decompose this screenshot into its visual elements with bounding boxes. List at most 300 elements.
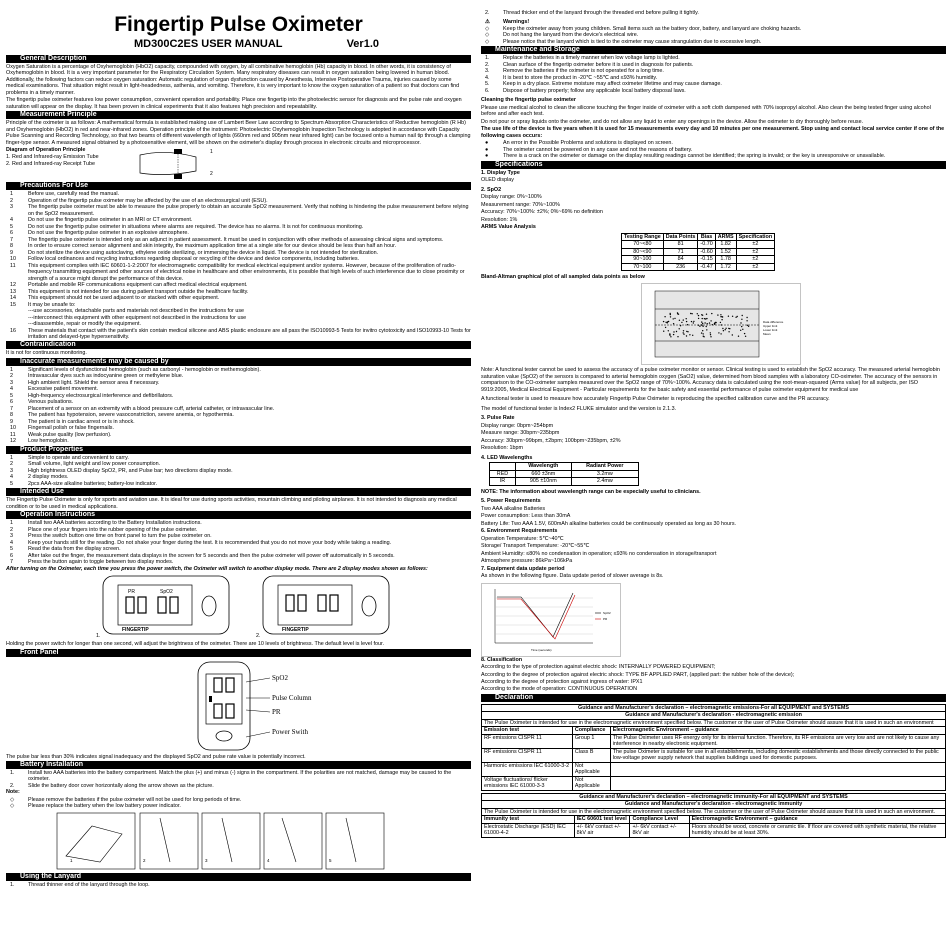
tester-model-note: The model of functional tester is Index2 FLUKE simulator and the version is 2.1.3. <box>481 405 677 412</box>
ba-point <box>712 324 713 325</box>
ba-point <box>691 321 692 322</box>
arms-row-cell: -0.47 <box>698 263 715 270</box>
maintenance-item: 3. Remove the batteries if the oximeter is not operated for a long time. <box>485 68 664 75</box>
battery-list <box>6 770 471 789</box>
immunity-header-cell: Immunity test <box>482 816 575 823</box>
operation-step: 1 Install two AAA batteries according to the Battery Installation instructions. <box>10 520 202 527</box>
precautions-list <box>6 191 471 340</box>
inaccurate-list <box>6 367 471 445</box>
operation-step: 2 Place one of your fingers into the rubber opening of the pulse oximeter. <box>10 526 198 533</box>
section-inaccurate: Inaccurate measurements may be caused by <box>6 358 471 366</box>
left-column <box>6 0 471 888</box>
inaccurate-item: 2 Intravascular dyes such as indocyanine green or methylene blue. <box>10 373 184 380</box>
ba-point <box>745 336 746 337</box>
led-note: NOTE: The information about wavelength range can be especially useful to clinicians. <box>481 488 701 495</box>
ba-point <box>668 331 669 332</box>
bullet-icon: ● <box>485 153 489 160</box>
led-row <box>490 478 639 485</box>
section-precautions: Precautions For Use <box>6 182 471 190</box>
spec-power-lines <box>481 506 946 527</box>
lanyard-warning: ◇ Please notice that the lanyard which is tied to the oximeter may cause strangulation due to excessive length. <box>485 38 762 45</box>
ba-point <box>706 326 707 327</box>
class-line: According to the type of protection against electric shock: INTERNALLY POWERED EQUIPMENT; <box>481 664 716 671</box>
ba-point <box>741 319 742 320</box>
ba-point <box>667 322 668 323</box>
immunity-row-cell: +/- 6kV contact +/- 8kV air <box>630 823 689 837</box>
front-label-spo2: SpO2 <box>272 673 288 682</box>
emission-subtitle: Guidance and Manufacturer's declaration - electromagnetic emission <box>482 712 946 719</box>
battery-step: 2. Slide the battery door cover horizontally along the arrow shown as the picture. <box>10 782 214 789</box>
cleaning-title: Cleaning the fingertip pulse oximeter <box>481 97 576 104</box>
immunity-row-cell: +/- 6kV contact +/- 8kV air <box>574 823 630 837</box>
ba-point <box>728 328 729 329</box>
ba-point <box>683 333 684 334</box>
spec-spo2-lines <box>481 194 946 223</box>
use-life-text: The use life of the device is five years when it is used for 15 measurements every day and 10 minutes per one measurement. Stop using and contact local service center if one of the following cases occurs: <box>481 126 945 139</box>
emission-row-cell: Voltage fluctuations/ flicker emissions IEC 61000-3-3 <box>482 776 573 790</box>
operation-step: 3 Press the switch button one time on front panel to turn the pulse oximeter on. <box>10 533 212 540</box>
arms-row-cell: 70~<80 <box>622 241 664 248</box>
arms-row-cell: 1.52 <box>715 248 736 255</box>
immunity-row-cell: Floors should be wood, concrete or ceramic tile. If floor are covered with synthetic material, the relative humidity should be at least 30%. <box>689 823 945 837</box>
pr-line: Display range: 0bpm~254bpm <box>481 422 554 429</box>
ba-point <box>728 332 729 333</box>
ba-point <box>707 323 708 324</box>
ba-legend-upper: Upper limit <box>763 324 778 329</box>
ba-point <box>701 315 702 316</box>
arms-row-cell: 70~100 <box>622 263 664 270</box>
emission-row <box>482 776 946 790</box>
ba-point <box>725 329 726 330</box>
ba-point <box>747 325 748 326</box>
section-front-panel: Front Panel <box>6 649 471 657</box>
ba-point <box>690 313 691 314</box>
section-contraindication: Contraindication <box>6 341 471 349</box>
accuracy-note: Note: A functional tester cannot be used to assess the accuracy of a pulse oximeter monitor or sensor. Clinical testing is used to establish the SpO2 accuracy. The measured arterial hemoglobin saturation value (SpO2) of the sensors is compared to arterial hemoglobin oxygen (SaO2) value, determined from blood samples with a laboratory CO-oximeter. The accuracy of the sensors in comparison to the CO-oximeter samples measured over the SpO2 range of 70%~100%. Accuracy data is calculated using the root-mean-squared (Arms value) for all subjects, per ISO 9919:2005, Medical Electrical Equipment - Particular requirements for the basic safety and essential performance of pulse oximeter equipment for medical use <box>481 367 940 393</box>
ba-point <box>740 330 741 331</box>
arms-header-cell: Testing Range <box>622 233 664 240</box>
service-case: ● An error in the Possible Problems and solutions is displayed on screen. <box>481 140 946 146</box>
section-maintenance: Maintenance and Storage <box>481 46 946 54</box>
spo2-line: Resolution: 1% <box>481 216 518 223</box>
ba-point <box>676 331 677 332</box>
spec-display-title: 1. Display Type <box>481 169 520 176</box>
ba-point <box>677 336 678 337</box>
emission-row-cell: RF emissions CISPR 11 <box>482 734 573 748</box>
maintenance-item: 2. Clean surface of the fingertip oximeter before it is used in diagnosis for patients. <box>485 61 694 68</box>
ba-point <box>748 326 749 327</box>
ba-point <box>741 326 742 327</box>
env-line: Ambient Humidity: ≤80% no condensation in operation; ≤93% no condensation in storage/transport <box>481 550 717 557</box>
ba-point <box>725 328 726 329</box>
arms-table-header <box>622 233 775 240</box>
led-row-cell: 660 ±3nm <box>516 470 572 477</box>
emission-row-cell: RF emissions CISPR 11 <box>482 748 573 762</box>
precaution-item: 14 This equipment should not be used adjacent to or stacked with other equipment. <box>10 295 220 302</box>
ba-point <box>706 330 707 331</box>
ba-point <box>720 316 721 317</box>
lanyard-warning: ◇ Do not hang the lanyard from the device's electrical wire. <box>485 32 639 39</box>
emission-intro: The Pulse Oximeter is intended for use in the electromagnetic environment specified below. The customer or the user of Pulse Oximeter should assure that it is used in such an environment <box>482 719 946 726</box>
pr-line: Resolution: 1bpm <box>481 445 523 452</box>
ba-point <box>673 323 674 324</box>
immunity-header-cell: IEC 60601 test level <box>574 816 630 823</box>
ba-point <box>693 323 694 324</box>
inaccurate-item: 1 Significant levels of dysfunctional hemoglobin (such as carbonyl - hemoglobin or methemoglobin). <box>10 366 261 373</box>
arms-row-cell: 1.82 <box>715 241 736 248</box>
update-xlabel: Time (seconds) <box>531 647 552 652</box>
ba-point <box>680 325 681 326</box>
power-line: Battery Life: Two AAA 1.5V, 600mAh alkaline batteries could be continuously operated as long as 30 hours. <box>481 520 737 527</box>
bullet-icon: ● <box>485 146 489 153</box>
ba-point <box>670 314 671 315</box>
battery-figure <box>6 810 471 872</box>
battery-note: ◇ Please remove the batteries if the pulse oximeter will not be used for long periods of time. <box>10 796 242 803</box>
ba-point <box>663 331 664 332</box>
arms-row-cell: -0.70 <box>698 241 715 248</box>
ba-point <box>691 313 692 314</box>
ba-point <box>673 319 674 320</box>
arms-row-cell: ±2 <box>736 241 775 248</box>
maintenance-item: 5. Keep in a dry place. Extreme moisture may affect oximeter lifetime and may cause damage. <box>485 81 722 88</box>
immunity-intro: The Pulse Oximeter is intended for use in the electromagnetic environment specified below. The customer or the user of Pulse Oximeter should assure that it is used in such an environment. <box>482 808 946 815</box>
property-item: 2 Small volume, light weight and low power consumption. <box>10 461 161 468</box>
mode1-spo2-label: SpO2 <box>160 589 173 596</box>
lanyard-step-2: 2. Thread thicker end of the lanyard through the threaded end before pulling it tightly. <box>485 10 699 16</box>
maintenance-item: 1. Replace the batteries in a timely manner when low voltage lamp is lighted. <box>485 55 680 62</box>
immunity-row <box>482 823 946 837</box>
operation-list <box>6 520 471 565</box>
arms-row <box>622 248 775 255</box>
inaccurate-item: 6 Venous pulsations. <box>10 399 74 406</box>
ba-point <box>711 313 712 314</box>
led-header-cell: Radiant Power <box>571 463 638 470</box>
brightness-text: Holding the power switch for longer than one second, will adjust the brightness of the oximeter. There are 10 levels of brightness. The default level is level four. <box>6 641 384 648</box>
precaution-item: ---use accessories, detachable parts and materials not described in the instructions for use <box>28 308 245 315</box>
bland-altman-title: Bland-Altman graphical plot of all sampled data points as below <box>481 273 645 280</box>
ba-point <box>710 333 711 334</box>
battery-pic-4: 4 <box>267 857 270 863</box>
emission-title: Guidance and Manufacturer's declaration – electromagnetic emissions-For all EQUIPMENT and SYSTEMS <box>482 704 946 711</box>
intended-text: The Fingertip Pulse Oximeter is only for sports and aviation use. It is ideal for use during sports activities, mountain climbing and piloting airplanes. It is not intended to diagnosis any medical condition or to be used in medical applications. <box>6 497 457 510</box>
front-panel-figure <box>6 658 471 754</box>
battery-pic-5: 5 <box>329 857 332 863</box>
arms-table <box>621 233 775 271</box>
precaution-item: 13 This equipment is not intended for use during patient transport outside the healthcare facility. <box>10 288 249 295</box>
service-case: ● The oximeter cannot be powered on in any case and not the reasons of battery. <box>481 147 946 153</box>
ba-point <box>679 329 680 330</box>
contra-text: It is not for continuous monitoring. <box>6 350 87 357</box>
principle-legend-1: 1. Red and Infrared-ray Emission Tube <box>6 154 99 161</box>
led-table <box>489 462 639 485</box>
spec-class-title: 8. Classification <box>481 656 523 663</box>
ba-point <box>665 327 666 328</box>
spec-spo2-title: 2. SpO2 <box>481 186 502 193</box>
ba-point <box>703 337 704 338</box>
inaccurate-item: 10 Fingernail polish or false fingernails. <box>10 425 114 432</box>
arms-row-cell: 80~<90 <box>622 248 664 255</box>
lanyard-warnings <box>481 26 946 45</box>
pr-line: Accuracy: 30bpm~99bpm, ±2bpm; 100bpm~235bpm, ±2% <box>481 437 621 444</box>
arms-row-cell: 1.78 <box>715 256 736 263</box>
maintenance-item: 6. Dispose of battery properly; follow any applicable local battery disposal laws. <box>485 87 686 94</box>
mode1-number: 1. <box>96 633 101 640</box>
spec-update-text: As shown in the following figure. Data update period of slower average is 8s. <box>481 573 664 580</box>
ba-point <box>669 334 670 335</box>
emission-row-cell: Group 1 <box>572 734 610 748</box>
inaccurate-item: 12 Low hemoglobin. <box>10 438 69 445</box>
section-lanyard: Using the Lanyard <box>6 873 471 881</box>
ba-point <box>698 318 699 319</box>
battery-note: ◇ Please replace the battery when the low battery power indicator. <box>10 803 181 810</box>
section-principle: Measurement Principle <box>6 111 471 119</box>
section-intended: Intended Use <box>6 488 471 496</box>
led-table-header <box>490 463 639 470</box>
env-line: Operation Temperature: 5℃~40℃ <box>481 535 564 542</box>
precaution-item: 9 Do not sterilize the device using autoclaving, ethylene oxide sterilizing, or immersing the device in liquid. The device is not intended for sterilization. <box>10 249 379 256</box>
inaccurate-item: 8 The patient has hypotension, severe vasoconstriction, severe anemia, or hypothermia. <box>10 412 234 419</box>
ba-point <box>679 320 680 321</box>
bland-altman-figure <box>481 281 946 367</box>
arms-header-cell: Data Points <box>663 233 698 240</box>
ba-point <box>704 318 705 319</box>
emission-header-cell: Electromagnetic Environment – guidance <box>610 727 945 734</box>
pr-line: Measure range: 30bpm~235bpm <box>481 430 560 437</box>
cleaning-text-2: Do not pour or spray liquids onto the oximeter, and do not allow any liquid to enter any openings in the device. Allow the oximeter to dry thoroughly before reuse. <box>481 118 864 125</box>
arms-header-cell: Specification <box>736 233 775 240</box>
arms-row-cell: 71 <box>663 248 698 255</box>
ba-point <box>664 316 665 317</box>
ba-point <box>686 321 687 322</box>
inaccurate-item: 4 Excessive patient movement. <box>10 386 99 393</box>
spec-update-title: 7. Equipment data update period <box>481 565 565 572</box>
service-case: ● There is a crack on the oximeter or damage on the display resulting readings cannot be identified; the spring is invalid; or the key is unresponsive or unavailable. <box>481 153 946 159</box>
property-item: 3 High brightness OLED display SpO2, PR, and Pulse bar; two directions display mode. <box>10 467 233 474</box>
arms-row-cell: -0.60 <box>698 248 715 255</box>
ba-point <box>720 322 721 323</box>
display-mode-2-device <box>262 575 392 637</box>
emission-row-cell: Harmonic emissions IEC 61000-3-2 <box>482 762 573 776</box>
precaution-item: 12 Portable and mobile RF communications equipment can affect medical electrical equipment. <box>10 282 248 289</box>
ba-point <box>702 330 703 331</box>
led-row <box>490 470 639 477</box>
ba-legend-data: Data difference <box>763 320 784 325</box>
class-line: According to the degree of protection against ingress of water: IPX1 <box>481 679 643 685</box>
ba-point <box>692 335 693 336</box>
general-p1: Oxygen Saturation is a percentage of Oxyhemoglobin (HbO2) capacity, compounded with oxygen, by all combinative hemoglobin (Hb) capacity in blood. In other words, it is consistency of Oxyhemoglobin in blood. It is a very important parameter for the Respiratory Circulation System. Many respiratory diseases can result in oxygen saturation being lowered in human blood. Additionally, the following factors can reduce oxygen saturation: Automatic regulation of organ dysfunction caused by Anesthesia, Intensive Postoperative Trauma, injuries caused by some medical examinations. That situation might result in light-headedness, asthenia, and vomiting. Therefore, it is very important to know the oxygen saturation of a patient so that doctors can find problems in a timely manner. <box>6 64 460 96</box>
spec-led-title: 4. LED Wavelengths <box>481 454 533 461</box>
ba-point <box>683 331 684 332</box>
principle-p1: Principle of the oximeter is as follows: A mathematical formula is established making use of Lambert Beer Law according to Spectrum Absorption Characteristics of Reductive hemoglobin (R Hb) and Oxyhemoglobin (HbO2) in red and near-infrared zones. Operation principle of the instrument: Photoelectric Oxyhemoglobin Inspection Technology is adopted in accordance with Capacity Pulse Scanning and Recording Technology, so that two beams of different wavelength of lights (660nm red and 905nm near infrared light) can be focused onto a human nail tip through a clamping finger-type sensor. A measured signal obtained by a photosensitive element, will be shown on the oximeter's display through process in electronic circuits and microprocessor. <box>6 120 471 146</box>
emission-row <box>482 762 946 776</box>
class-line: According to the mode of operation: CONTINUOUS OPERATION <box>481 686 637 693</box>
ba-point <box>699 326 700 327</box>
led-row-cell: RED <box>490 470 516 477</box>
precaution-item: 3 The fingertip pulse oximeter must be able to measure the pulse properly to obtain an accurate SpO2 measurement. Verify that nothing is hindering the pulse measurement before relying on the SpO2 measurement. <box>10 204 469 217</box>
update-legend-spo2: SpO2 <box>603 610 611 615</box>
maintenance-item: 4. It is best to store the product in -20℃ ~55℃ and ≤93% humidity. <box>485 74 658 81</box>
spo2-line: Display range: 0%~100% <box>481 194 542 201</box>
immunity-header <box>482 816 946 823</box>
arms-row-cell: -0.15 <box>698 256 715 263</box>
immunity-header-cell: Compliance Level <box>630 816 689 823</box>
ba-point <box>705 319 706 320</box>
ba-point <box>721 325 722 326</box>
spec-class-lines <box>481 664 946 693</box>
ba-point <box>740 323 741 324</box>
ba-point <box>728 316 729 317</box>
env-line: Atmosphere pressure: 86kPa~106kPa <box>481 558 573 565</box>
ba-point <box>723 330 724 331</box>
display-modes-figure <box>6 573 471 641</box>
operation-mode-note: After turning on the Oximeter, each time you press the power switch, the Oximeter will switch to another display mode. There are 2 display modes shown as follows: <box>6 565 428 572</box>
ba-point <box>663 321 664 322</box>
ba-point <box>687 324 688 325</box>
bullet-icon: ● <box>485 140 489 147</box>
precaution-item: 6 Do not use the fingertip pulse oximeter in an explosive atmosphere. <box>10 230 189 237</box>
ba-point <box>710 321 711 322</box>
precaution-item: 1 Before use, carefully read the manual. <box>10 191 120 198</box>
battery-pic-2: 2 <box>143 857 146 863</box>
diagram-label-2: 2 <box>210 171 213 178</box>
page-title: Fingertip Pulse Oximeter <box>114 13 363 36</box>
ba-point <box>673 332 674 333</box>
update-legend-pr: PR <box>603 616 608 621</box>
arms-row-cell: 90~100 <box>622 256 664 263</box>
emission-row-cell <box>610 762 945 776</box>
ba-point <box>701 325 702 326</box>
ba-point <box>746 317 747 318</box>
manual-model: MD300C2ES USER MANUAL <box>134 38 283 50</box>
ba-point <box>709 323 710 324</box>
finger-sensor-diagram <box>136 147 206 181</box>
ba-point <box>693 321 694 322</box>
principle-legend-2: 2. Red and Infrared-ray Receipt Tube <box>6 161 95 168</box>
lanyard-step-1: 1. Thread thinner end of the lanyard through the loop. <box>10 881 150 888</box>
ba-point <box>703 334 704 335</box>
ba-point <box>698 325 699 326</box>
emission-table <box>481 704 946 791</box>
ba-point <box>722 328 723 329</box>
led-row-cell: 3.2mw <box>571 470 638 477</box>
spec-pr-lines <box>481 423 946 452</box>
emission-row <box>482 734 946 748</box>
spec-display-value: OLED display <box>481 177 514 184</box>
led-row-cell: 2.4mw <box>571 478 638 485</box>
ba-point <box>702 326 703 327</box>
ba-point <box>681 322 682 323</box>
ba-legend-lower: Lower limit <box>763 328 778 333</box>
ba-point <box>674 318 675 319</box>
update-period-chart <box>481 583 621 657</box>
ba-point <box>701 333 702 334</box>
ba-point <box>732 316 733 317</box>
battery-note-label: Note: <box>6 789 20 796</box>
front-note: The pulse bar less than 30% indicates signal inadequacy and the displayed SpO2 and pulse rate value is potentially incorrect. <box>6 753 306 760</box>
front-panel-leaders <box>246 658 326 754</box>
precaution-item: 4 Do not use the fingertip pulse oximeter in an MRI or CT environment. <box>10 217 193 224</box>
ba-point <box>717 315 718 316</box>
ba-point <box>665 322 666 323</box>
arms-row-cell: 84 <box>663 256 698 263</box>
led-row-cell: IR <box>490 478 516 485</box>
emission-row-cell <box>610 776 945 790</box>
ba-point <box>701 322 702 323</box>
emission-row-cell: Not Applicable <box>572 762 610 776</box>
spec-env-lines <box>481 536 946 565</box>
ba-point <box>704 323 705 324</box>
ba-point <box>670 337 671 338</box>
ba-point <box>718 333 719 334</box>
inaccurate-item: 9 The patient is in cardiac arrest or is in shock. <box>10 418 135 425</box>
ba-point <box>673 334 674 335</box>
operation-step: 6 After take out the finger, the measurement data displays in the screen for 5 seconds and then the pulse oximeter will power off automatically in 5 seconds. <box>10 552 395 559</box>
precaution-item: 2 Operation of the fingertip pulse oximeter may be affected by the use of an electrosurgical unit (ESU). <box>10 197 268 204</box>
lanyard-warning-title: ⚠ Warnings! <box>481 19 946 25</box>
spo2-line: Measurement range: 70%~100% <box>481 201 560 208</box>
section-battery: Battery Installation <box>6 761 471 769</box>
ba-point <box>742 315 743 316</box>
mode1-pr-label: PR <box>128 589 135 596</box>
led-row-cell: 905 ±10nm <box>516 478 572 485</box>
emission-header-cell: Emission test <box>482 727 573 734</box>
bland-altman-chart <box>641 283 801 365</box>
battery-pic-1: 1 <box>70 857 73 863</box>
mode2-number: 2. <box>256 633 261 640</box>
manual-version: Ver1.0 <box>346 38 379 50</box>
operation-step: 4 Keep your hands still for the reading. Do not shake your finger during the test. It is recommended that you do not move your body while taking a reading. <box>10 539 392 546</box>
ba-point <box>722 317 723 318</box>
section-declaration: Declaration <box>481 694 946 702</box>
arms-row <box>622 241 775 248</box>
arms-header-cell: Bias <box>698 233 715 240</box>
arms-row-cell: 1.72 <box>715 263 736 270</box>
arms-row <box>622 256 775 263</box>
class-line: According to the degree of protection against electric shock: TYPE BF APPLIED PART, (applied part: the rubber hole of the device); <box>481 671 795 678</box>
spec-power-title: 5. Power Requirements <box>481 498 541 505</box>
ba-point <box>720 334 721 335</box>
ba-point <box>735 317 736 318</box>
precaution-item: ---disassemble, repair or modify the equipment. <box>28 321 141 328</box>
mode1-device-label: FINGERTIP <box>122 627 149 634</box>
operation-step: 7 Press the button again to toggle between two display modes. <box>10 559 174 566</box>
precaution-item: 5 Do not use the fingertip pulse oximeter in situations where alarms are required. The device has no alarms. It is not for continuous monitoring. <box>10 223 364 230</box>
emission-row-cell: Not Applicable <box>572 776 610 790</box>
spec-pr-title: 3. Pulse Rate <box>481 415 515 422</box>
emission-header <box>482 727 946 734</box>
precaution-item: 16 These materials that contact with the patient's skin contain medical silicone and ABS plastic enclosure are all pass the ISO10993-5 Tests for invitro cytotoxicity and ISO10993-10 Tests for irritation and delayed-type hypersensitivity. <box>10 327 471 340</box>
property-item: 1 Simple to operate and convenient to carry. <box>10 454 129 461</box>
battery-step: 1. Install two AAA batteries into the battery compartment. Match the plus (+) and minus (-) signs in the compartment. If the polarities are not matched, damage may be caused to the oximeter. <box>10 770 452 783</box>
arms-row-cell: ±2 <box>736 248 775 255</box>
properties-list <box>6 455 471 487</box>
precaution-item: 15 It may be unsafe to: <box>10 301 76 308</box>
principle-diagram-title: Diagram of Operation Principle <box>6 147 86 154</box>
emission-row <box>482 748 946 762</box>
ba-point <box>732 335 733 336</box>
general-p2: The fingertip pulse oximeter features low power consumption, convenient operation and portability. Place one fingertip into the photoelectric sensor for diagnosis and the pulse rate and oxygen saturation will appear on the display. It has been proven in clinical experiments that it also features high precision and repeatability. <box>6 97 462 110</box>
ba-point <box>683 320 684 321</box>
property-item: 4 2 display modes. <box>10 474 69 481</box>
spec-env-title: 6. Environment Requirements <box>481 528 558 535</box>
precaution-item: 10 Follow local ordinances and recycling instructions regarding disposal or recycling of the device and device components, including batteries. <box>10 256 360 263</box>
immunity-table <box>481 793 946 838</box>
display-mode-1-device <box>102 575 232 637</box>
front-label-pulse-column: Pulse Column <box>272 693 312 702</box>
section-properties: Product Properties <box>6 446 471 454</box>
ba-point <box>706 318 707 319</box>
ba-point <box>720 315 721 316</box>
